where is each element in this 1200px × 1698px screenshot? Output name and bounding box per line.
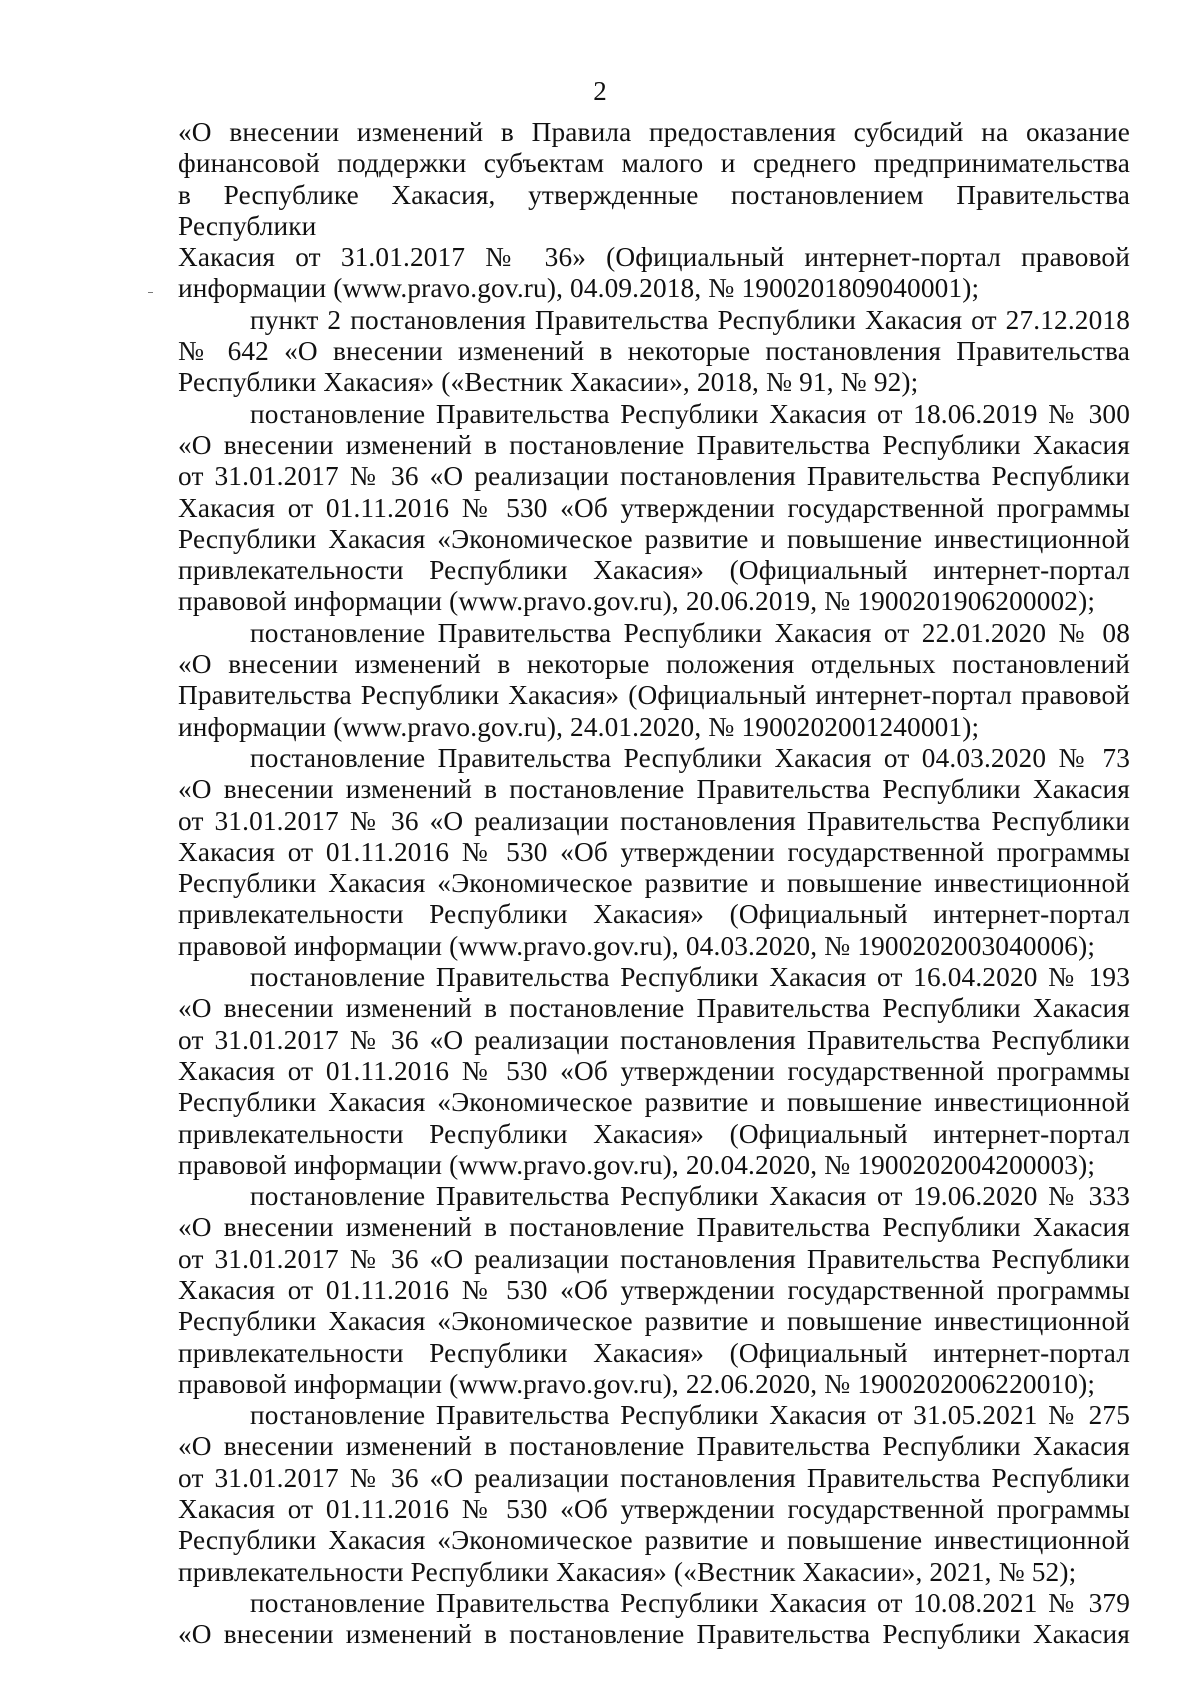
document-body (178, 117, 1130, 1651)
text-line: финансовой поддержки субъектам малого и среднего предпринимательства (178, 148, 1130, 179)
text-line: Хакасия от 31.01.2017 № 36» (Официальный интернет-портал правовой (178, 242, 1130, 273)
text-line: привлекательности Республики Хакасия» («Вестник Хакасии», 2021, № 52); (178, 1556, 1077, 1587)
text-line: Правительства Республики Хакасия» (Официальный интернет-портал правовой (178, 680, 1130, 711)
text-line: от 31.01.2017 № 36 «О реализации постановления Правительства Республики (178, 1024, 1130, 1055)
text-line: привлекательности Республики Хакасия» (Официальный интернет-портал (178, 899, 1130, 930)
text-line: от 31.01.2017 № 36 «О реализации постановления Правительства Республики (178, 461, 1130, 492)
text-line: правовой информации (www.pravo.gov.ru), 04.03.2020, № 1900202003040006); (178, 930, 1096, 961)
text-line: Республики Хакасия «Экономическое развитие и повышение инвестиционной (178, 1087, 1130, 1118)
text-line: «О внесении изменений в постановление Правительства Республики Хакасия (178, 1212, 1130, 1243)
text-line: Республики Хакасия «Экономическое развитие и повышение инвестиционной (178, 1525, 1130, 1556)
paragraph (178, 305, 1130, 399)
text-line: «О внесении изменений в постановление Правительства Республики Хакасия (178, 429, 1130, 460)
paragraph (178, 743, 1130, 962)
text-line: Хакасия от 01.11.2016 № 530 «Об утверждении государственной программы (178, 836, 1130, 867)
text-line: постановление Правительства Республики Хакасия от 19.06.2020 № 333 (250, 1181, 1130, 1212)
text-line: в Республике Хакасия, утвержденные постановлением Правительства Республики (178, 179, 1130, 241)
margin-mark (148, 292, 153, 293)
text-line: «О внесении изменений в постановление Правительства Республики Хакасия (178, 1431, 1130, 1462)
paragraph (178, 117, 1130, 305)
paragraph (178, 618, 1130, 743)
text-line: «О внесении изменений в Правила предоставления субсидий на оказание (178, 117, 1130, 147)
text-line: привлекательности Республики Хакасия» (Официальный интернет-портал (178, 1337, 1130, 1368)
paragraph (178, 1588, 1130, 1651)
text-line: информации (www.pravo.gov.ru), 24.01.2020, № 1900202001240001); (178, 711, 980, 742)
text-line: Республики Хакасия «Экономическое развитие и повышение инвестиционной (178, 868, 1130, 899)
text-line: постановление Правительства Республики Хакасия от 18.06.2019 № 300 (250, 398, 1130, 429)
text-line: Республики Хакасия» («Вестник Хакасии», 2018, № 91, № 92); (178, 367, 919, 398)
text-line: постановление Правительства Республики Хакасия от 10.08.2021 № 379 (250, 1587, 1130, 1618)
text-line: информации (www.pravo.gov.ru), 04.09.2018, № 1900201809040001); (178, 273, 980, 304)
page-number: 2 (593, 76, 607, 106)
text-line: постановление Правительства Республики Хакасия от 04.03.2020 № 73 (250, 742, 1130, 773)
paragraph (178, 1181, 1130, 1400)
paragraph (178, 1400, 1130, 1588)
text-line: правовой информации (www.pravo.gov.ru), 20.06.2019, № 1900201906200002); (178, 586, 1096, 617)
text-line: «О внесении изменений в постановление Правительства Республики Хакасия (178, 993, 1130, 1024)
text-line: Хакасия от 01.11.2016 № 530 «Об утверждении государственной программы (178, 1274, 1130, 1305)
text-line: постановление Правительства Республики Хакасия от 16.04.2020 № 193 (250, 962, 1130, 993)
text-line: от 31.01.2017 № 36 «О реализации постановления Правительства Республики (178, 1462, 1130, 1493)
text-line: от 31.01.2017 № 36 «О реализации постановления Правительства Республики (178, 805, 1130, 836)
text-line: Республики Хакасия «Экономическое развитие и повышение инвестиционной (178, 1306, 1130, 1337)
text-line: от 31.01.2017 № 36 «О реализации постановления Правительства Республики (178, 1243, 1130, 1274)
text-line: пункт 2 постановления Правительства Республики Хакасия от 27.12.2018 (250, 304, 1130, 335)
text-line: привлекательности Республики Хакасия» (Официальный интернет-портал (178, 1118, 1130, 1149)
text-line: «О внесении изменений в постановление Правительства Республики Хакасия (178, 1619, 1130, 1650)
text-line: Республики Хакасия «Экономическое развитие и повышение инвестиционной (178, 523, 1130, 554)
text-line: Хакасия от 01.11.2016 № 530 «Об утверждении государственной программы (178, 492, 1130, 523)
text-line: правовой информации (www.pravo.gov.ru), 20.04.2020, № 1900202004200003); (178, 1149, 1096, 1180)
text-line: постановление Правительства Республики Хакасия от 31.05.2021 № 275 (250, 1400, 1130, 1431)
text-line: привлекательности Республики Хакасия» (Официальный интернет-портал (178, 555, 1130, 586)
paragraph (178, 962, 1130, 1181)
text-line: постановление Правительства Республики Хакасия от 22.01.2020 № 08 (250, 617, 1130, 648)
text-line: Хакасия от 01.11.2016 № 530 «Об утверждении государственной программы (178, 1494, 1130, 1525)
text-line: «О внесении изменений в некоторые положения отдельных постановлений (178, 649, 1130, 680)
text-line: № 642 «О внесении изменений в некоторые постановления Правительства (178, 336, 1130, 367)
text-line: «О внесении изменений в постановление Правительства Республики Хакасия (178, 774, 1130, 805)
text-line: правовой информации (www.pravo.gov.ru), 22.06.2020, № 1900202006220010); (178, 1368, 1096, 1399)
text-line: Хакасия от 01.11.2016 № 530 «Об утверждении государственной программы (178, 1055, 1130, 1086)
paragraph (178, 399, 1130, 618)
